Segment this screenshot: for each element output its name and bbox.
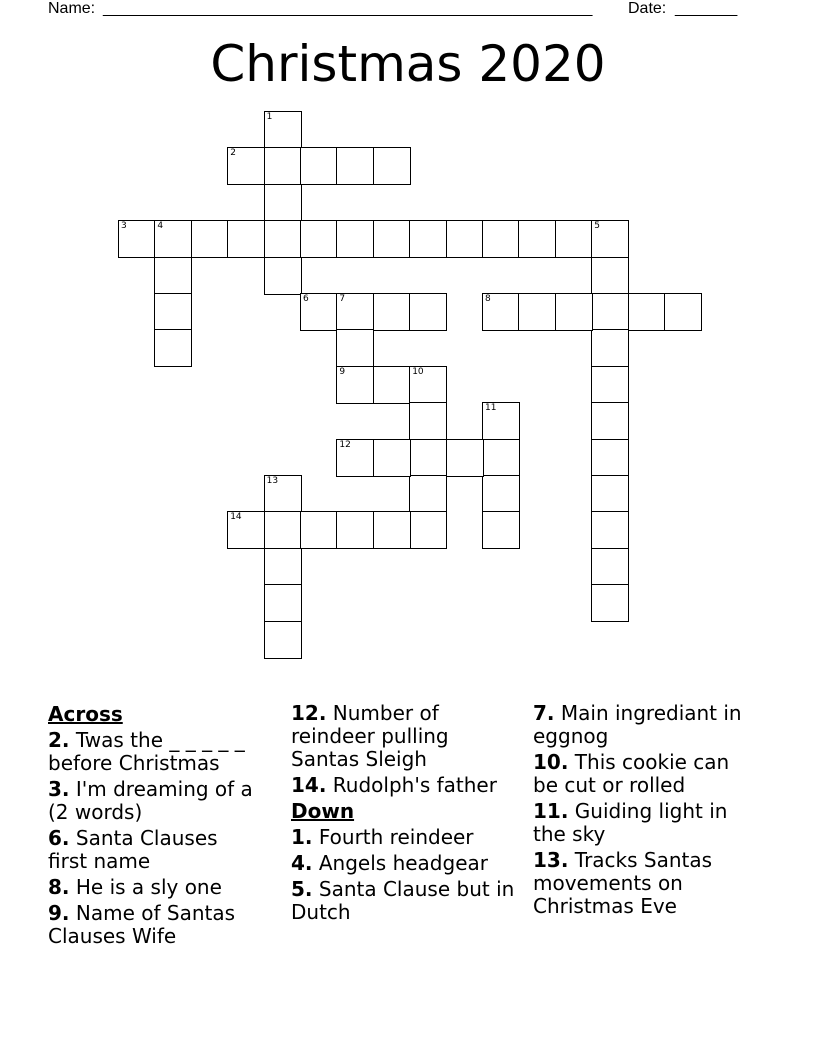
grid-cell[interactable] (300, 511, 338, 549)
clues-column-1 (48, 702, 258, 951)
grid-cell[interactable] (591, 257, 629, 295)
cell-number: 4 (157, 221, 164, 232)
clue-across-9: 9. Name of Santas Clauses Wife (48, 901, 236, 948)
grid-cell[interactable] (591, 402, 629, 440)
grid-cell[interactable] (591, 548, 629, 586)
grid-cell[interactable] (336, 293, 374, 331)
clue-down-11: 11. Guiding light in the sky (533, 799, 728, 846)
grid-cell[interactable] (482, 293, 520, 331)
grid-cell[interactable] (264, 475, 302, 513)
grid-cell[interactable] (191, 220, 229, 258)
grid-cell[interactable] (409, 366, 447, 404)
grid-cell[interactable] (154, 220, 192, 258)
grid-cell[interactable] (373, 366, 411, 404)
grid-cell[interactable] (264, 184, 302, 222)
grid-cell[interactable] (446, 439, 484, 477)
grid-cell[interactable] (154, 293, 192, 331)
grid-cell[interactable] (591, 329, 629, 367)
grid-cell[interactable] (373, 220, 411, 258)
cell-number: 6 (303, 294, 309, 304)
grid-cell[interactable] (373, 511, 411, 549)
grid-cell[interactable] (555, 293, 593, 331)
grid-cell[interactable] (446, 220, 484, 258)
clue-down-1: 1. Fourth reindeer (291, 825, 474, 849)
grid-cell[interactable] (154, 329, 192, 367)
clue-down-13: 13. Tracks Santas movements on Christmas Eve (533, 848, 713, 918)
grid-cell[interactable] (591, 511, 629, 549)
grid-cell[interactable] (409, 511, 447, 549)
grid-cell[interactable] (264, 111, 302, 149)
grid-cell[interactable] (482, 220, 520, 258)
cell-number: 14 (230, 512, 242, 523)
cell-number: 10 (412, 366, 424, 377)
grid-cell[interactable] (409, 293, 447, 331)
grid-cell[interactable] (300, 147, 338, 185)
grid-cell[interactable] (336, 147, 374, 185)
grid-cell[interactable] (264, 220, 302, 258)
clue-across-8: 8. He is a sly one (48, 875, 222, 899)
grid-cell[interactable] (409, 220, 447, 258)
grid-cell[interactable] (373, 147, 411, 185)
grid-cell[interactable] (336, 220, 374, 258)
grid-cell[interactable] (154, 257, 192, 295)
grid-cell[interactable] (555, 220, 593, 258)
grid-cell[interactable] (336, 511, 374, 549)
cell-number: 12 (339, 439, 351, 450)
cell-number: 9 (339, 366, 346, 377)
clue-down-5: 5. Santa Clause but in Dutch (291, 877, 515, 924)
clue-down-10: 10. This cookie can be cut or rolled (533, 750, 730, 797)
grid-cell[interactable] (373, 293, 411, 331)
clue-across-6: 6. Santa Clauses first name (48, 826, 218, 873)
grid-cell[interactable] (227, 220, 265, 258)
grid-cell[interactable] (118, 220, 156, 258)
grid-cell[interactable] (264, 511, 302, 549)
grid-cell[interactable] (264, 621, 302, 659)
grid-cell[interactable] (518, 293, 556, 331)
clue-down-4: 4. Angels headgear (291, 851, 488, 875)
cell-number: 2 (230, 148, 236, 159)
cell-number: 8 (485, 294, 491, 304)
grid-cell[interactable] (482, 402, 520, 440)
grid-cell[interactable] (664, 293, 702, 331)
page-title: Christmas 2020 (210, 35, 606, 93)
date-field[interactable]: _______ (675, 0, 738, 17)
grid-cell[interactable] (373, 439, 411, 477)
grid-cell[interactable] (227, 511, 265, 549)
grid-cell[interactable] (591, 439, 629, 477)
grid-cell[interactable] (409, 402, 447, 440)
name-field[interactable]: _______________________________________________________ (103, 0, 593, 17)
clue-across-14: 14. Rudolph's father (291, 773, 497, 797)
grid-cell[interactable] (300, 293, 338, 331)
grid-cell[interactable] (264, 584, 302, 622)
cell-number: 5 (594, 221, 600, 232)
down-heading: Down (291, 799, 355, 823)
grid-cell[interactable] (300, 220, 338, 258)
grid-cell[interactable] (409, 475, 447, 513)
clue-down-7: 7. Main ingrediant in eggnog (533, 701, 742, 748)
grid-cell[interactable] (336, 366, 374, 404)
grid-cell[interactable] (264, 257, 302, 295)
across-heading: Across (48, 702, 123, 726)
grid-cell[interactable] (336, 439, 374, 477)
date-label: Date: (628, 0, 667, 17)
grid-cell[interactable] (518, 220, 556, 258)
grid-cell[interactable] (591, 293, 629, 331)
cell-number: 1 (266, 112, 273, 122)
clue-across-12: 12. Number of reindeer pulling Santas Sleigh (291, 701, 449, 771)
grid-cell[interactable] (482, 475, 520, 513)
clue-across-2: 2. Twas the _ _ _ _ _ before Christmas (48, 728, 245, 775)
cell-number: 13 (266, 476, 279, 486)
grid-cell[interactable] (482, 511, 520, 549)
grid-cell[interactable] (591, 220, 629, 258)
grid-cell[interactable] (628, 293, 666, 331)
grid-cell[interactable] (409, 439, 447, 477)
clues-column-2 (291, 702, 516, 927)
grid-cell[interactable] (227, 147, 265, 185)
grid-cell[interactable] (264, 147, 302, 185)
grid-cell[interactable] (591, 366, 629, 404)
name-label: Name: (48, 0, 96, 17)
cell-number: 7 (339, 294, 346, 304)
grid-cell[interactable] (336, 329, 374, 367)
grid-cell[interactable] (591, 584, 629, 622)
grid-cell[interactable] (264, 548, 302, 586)
grid-cell[interactable] (482, 439, 520, 477)
grid-cell[interactable] (591, 475, 629, 513)
cell-number: 11 (485, 403, 497, 414)
cell-number: 3 (121, 221, 127, 232)
clues-column-3 (533, 702, 753, 921)
clue-across-3: 3. I'm dreaming of a (2 words) (48, 777, 253, 824)
